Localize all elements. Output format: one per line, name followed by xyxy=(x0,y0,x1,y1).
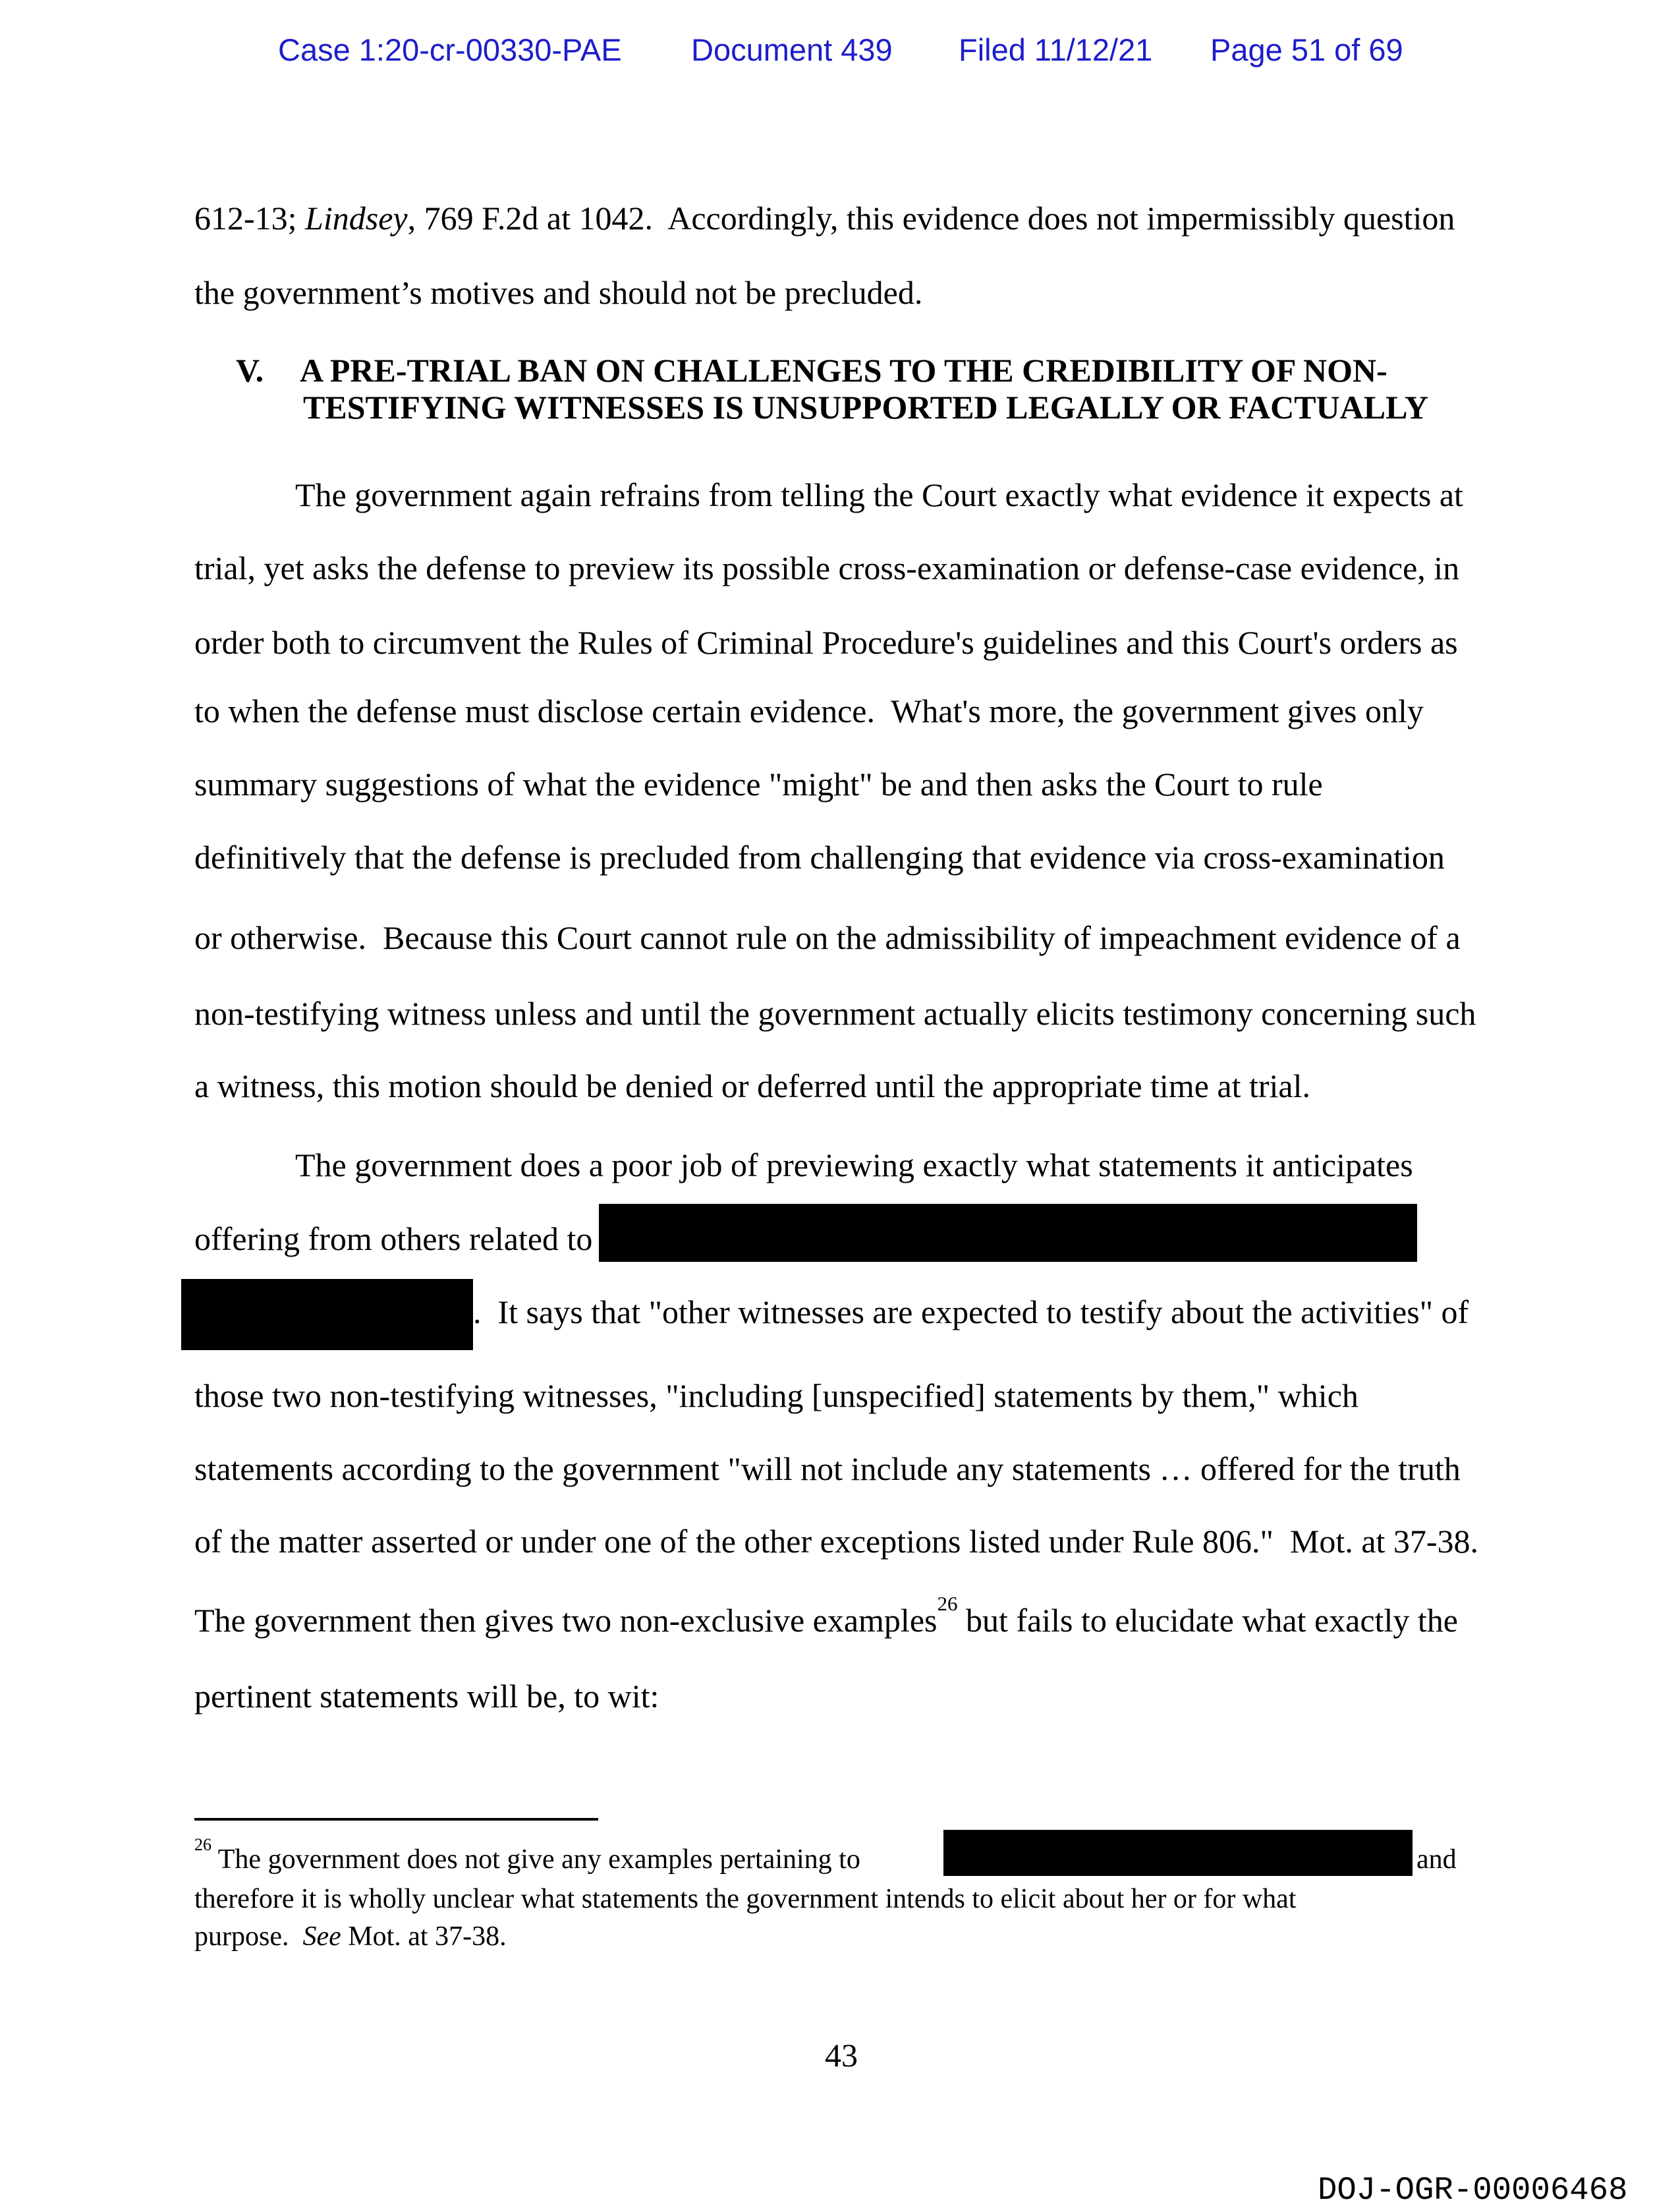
para3-line3: . It says that "other witnesses are expected to testify about the activities" of xyxy=(473,1293,1469,1330)
header-page-indicator: Page 51 of 69 xyxy=(1210,32,1403,67)
redaction-bar-1 xyxy=(599,1204,1417,1262)
footnote-line1-text-a: The government does not give any examples pertaining to xyxy=(211,1844,868,1875)
para1-line1-text-a: 612-13; xyxy=(194,200,306,237)
footnote-reference-26: 26 xyxy=(937,1592,958,1616)
footnote-line2: therefore it is wholly unclear what statements the government intends to elicit about her or for what xyxy=(194,1884,1297,1914)
case-citation-lindsey: Lindsey xyxy=(305,200,408,237)
footnote-line3-text-c: Mot. at 37-38. xyxy=(341,1921,507,1952)
header-case-number: Case 1:20-cr-00330-PAE xyxy=(278,32,622,67)
para3-line8: pertinent statements will be, to wit: xyxy=(194,1678,659,1715)
para3-line7 xyxy=(194,1592,1458,1639)
redaction-bar-2 xyxy=(181,1279,473,1350)
para3-line4: those two non-testifying witnesses, "including [unspecified] statements by them," which xyxy=(194,1377,1358,1414)
footnote-line1 xyxy=(194,1835,868,1876)
para2-line2: trial, yet asks the defense to preview its possible cross-examination or defense-case evidence, in xyxy=(194,550,1460,586)
para2-line9: a witness, this motion should be denied or deferred until the appropriate time at trial. xyxy=(194,1067,1310,1104)
para3-line6: of the matter asserted or under one of the other exceptions listed under Rule 806." Mot. at 37-38. xyxy=(194,1523,1479,1560)
para3-line1: The government does a poor job of previewing exactly what statements it anticipates xyxy=(295,1147,1413,1183)
header-document-number: Document 439 xyxy=(691,32,893,67)
section-number: V. xyxy=(236,352,264,389)
footnote-see-citation: See xyxy=(302,1921,341,1952)
para3-line2: offering from others related to xyxy=(194,1220,593,1257)
para3-line7-text-b: but fails to elucidate what exactly the xyxy=(957,1602,1458,1639)
para2-line5: summary suggestions of what the evidence "might" be and then asks the Court to rule xyxy=(194,766,1323,803)
para1-line1-text-c: , 769 F.2d at 1042. Accordingly, this evidence does not impermissibly question xyxy=(407,200,1455,237)
para2-line7: or otherwise. Because this Court cannot rule on the admissibility of impeachment evidence of a xyxy=(194,919,1461,956)
para2-line6: definitively that the defense is precluded from challenging that evidence via cross-examination xyxy=(194,839,1445,876)
footnote-line3-text-a: purpose. xyxy=(194,1921,303,1952)
footnote-separator-rule xyxy=(194,1818,598,1821)
header-filed-date: Filed 11/12/21 xyxy=(959,32,1153,67)
footnote-line1-text-b: and xyxy=(1416,1844,1457,1875)
para3-line7-text-a: The government then gives two non-exclusive examples xyxy=(194,1602,938,1639)
para3-line5: statements according to the government "will not include any statements … offered for the truth xyxy=(194,1450,1461,1487)
page-number: 43 xyxy=(825,2037,858,2074)
footnote-number-26: 26 xyxy=(194,1835,212,1855)
section-heading-line1: A PRE-TRIAL BAN ON CHALLENGES TO THE CREDIBILITY OF NON- xyxy=(300,352,1387,389)
redaction-bar-3 xyxy=(943,1830,1413,1876)
section-heading-line2: TESTIFYING WITNESSES IS UNSUPPORTED LEGALLY OR FACTUALLY xyxy=(303,389,1428,426)
para2-line3: order both to circumvent the Rules of Criminal Procedure's guidelines and this Court's orders as xyxy=(194,624,1458,661)
para2-line1: The government again refrains from telling the Court exactly what evidence it expects at xyxy=(295,476,1463,513)
para1-line1 xyxy=(194,199,1455,237)
para1-line2: the government’s motives and should not be precluded. xyxy=(194,274,923,311)
para2-line4: to when the defense must disclose certain evidence. What's more, the government gives only xyxy=(194,693,1424,729)
footnote-line3 xyxy=(194,1920,507,1953)
bates-number: DOJ-OGR-00006468 xyxy=(1318,2172,1628,2209)
para2-line8: non-testifying witness unless and until the government actually elicits testimony concerning such xyxy=(194,995,1476,1032)
